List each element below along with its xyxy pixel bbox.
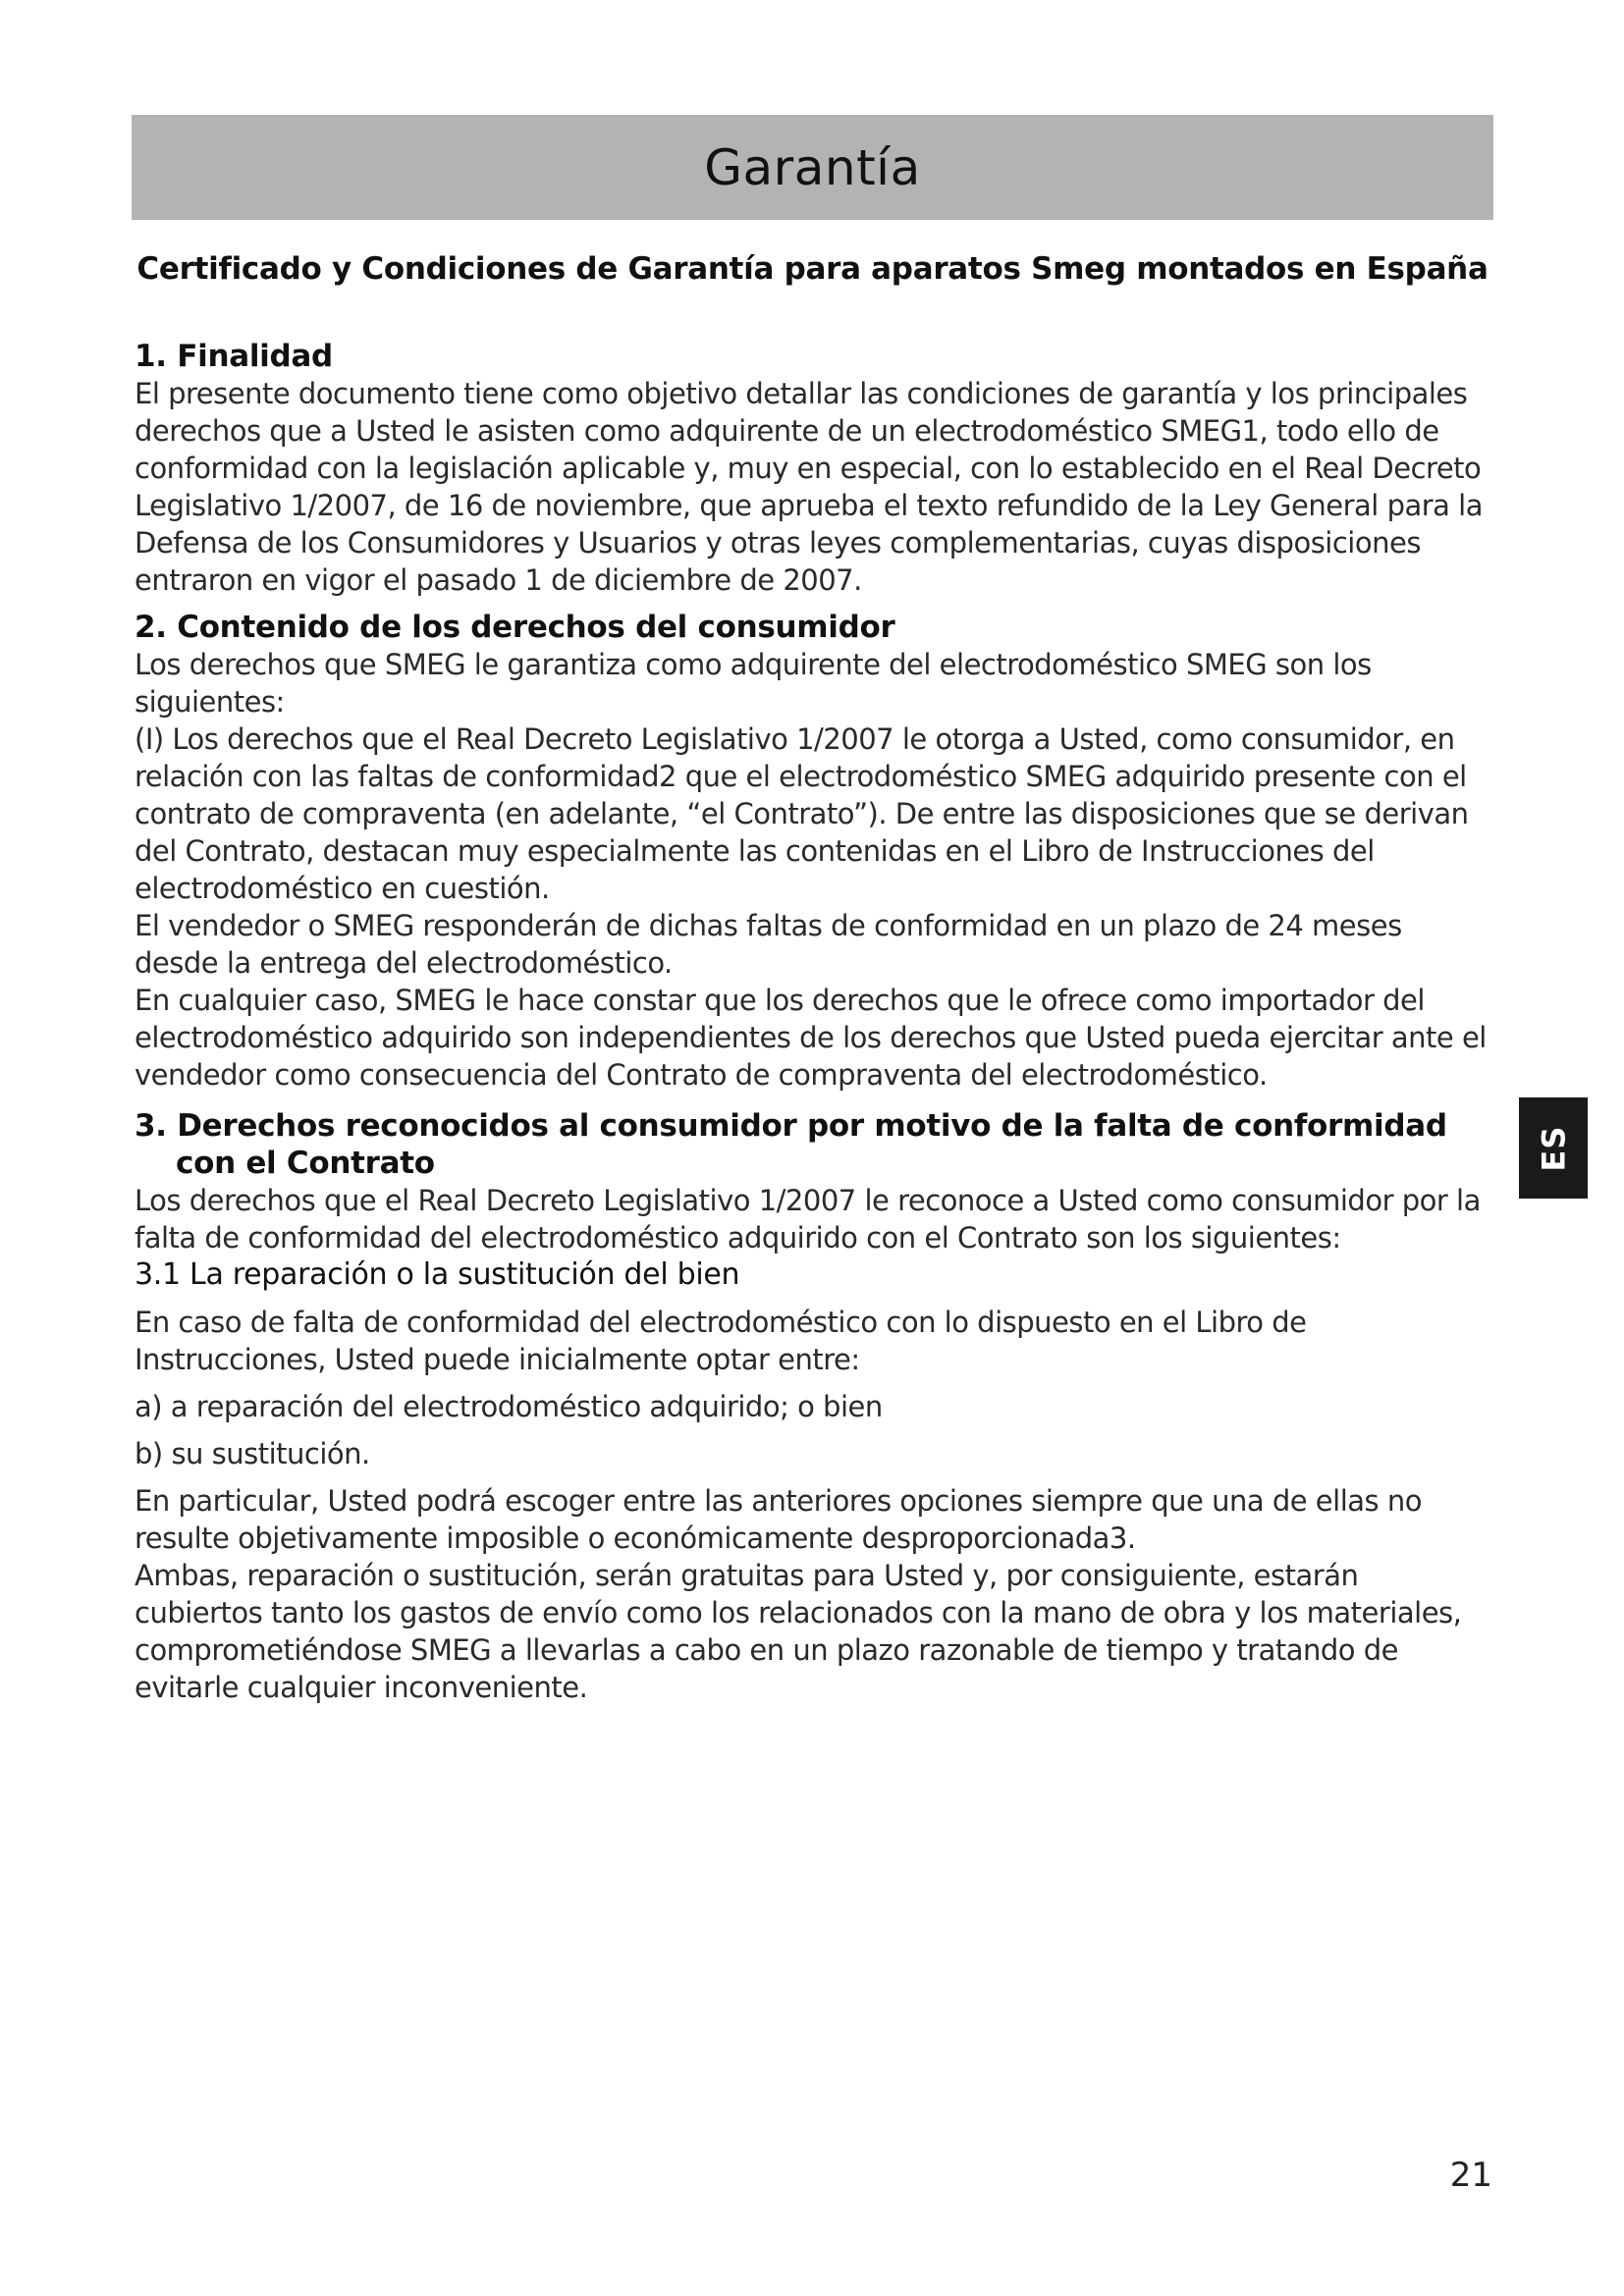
section-heading-3: 3. Derechos reconocidos al consumidor por motivo de la falta de conformidad con el Contrato xyxy=(135,1108,1447,1181)
document-body xyxy=(135,338,1493,1706)
section-2-paragraph-1: Los derechos que SMEG le garantiza como adquirente del electrodoméstico SMEG son los siguientes: xyxy=(135,648,1372,719)
page-title: Garantía xyxy=(704,138,921,196)
section-3-paragraph-3: En particular, Usted podrá escoger entre las anteriores opciones siempre que una de ellas no resulte objetivamente imposible o económicamente desproporcionada3. xyxy=(135,1484,1422,1555)
section-3-paragraph-4: Ambas, reparación o sustitución, serán gratuitas para Usted y, por consiguiente, estarán cubiertos tanto los gastos de envío como los relacionados con la mano de obra y los materiales, comprometiéndose SMEG a llevarlas a cabo en un plazo razonable de tiempo y tratando de evitarle cualquier inconveniente. xyxy=(135,1559,1462,1704)
list-item-b: b) su sustitución. xyxy=(135,1437,370,1470)
section-heading-1: 1. Finalidad xyxy=(135,339,333,374)
section-2-paragraph-3: El vendedor o SMEG responderán de dichas faltas de conformidad en un plazo de 24 meses desde la entrega del electrodoméstico. xyxy=(135,909,1402,980)
section-1-paragraph: El presente documento tiene como objetivo detallar las condiciones de garantía y los principales derechos que a Usted le asisten como adquirente de un electrodoméstico SMEG1, todo ello de conformidad con la legislación aplicable y, muy en especial, con lo establecido en el Real Decreto Legislativo 1/2007, de 16 de noviembre, que aprueba el texto refundido de la Ley General para la Defensa de los Consumidores y Usuarios y otras leyes complementarias, cuyas disposiciones entraron en vigor el pasado 1 de diciembre de 2007. xyxy=(135,377,1483,597)
section-3-paragraph-2: En caso de falta de conformidad del electrodoméstico con lo dispuesto en el Libro de Instrucciones, Usted puede inicialmente optar entre: xyxy=(135,1306,1307,1376)
section-heading-2: 2. Contenido de los derechos del consumidor xyxy=(135,610,895,645)
list-item-a: a) a reparación del electrodoméstico adquirido; o bien xyxy=(135,1390,883,1423)
section-3-paragraph-1: Los derechos que el Real Decreto Legislativo 1/2007 le reconoce a Usted como consumidor por la falta de conformidad del electrodoméstico adquirido con el Contrato son los siguientes: xyxy=(135,1184,1481,1255)
page-number: 21 xyxy=(1449,2156,1492,2195)
section-2-paragraph-2: (I) Los derechos que el Real Decreto Legislativo 1/2007 le otorga a Usted, como consumidor, en relación con las faltas de conformidad2 que el electrodoméstico SMEG adquirido presente con el contrato de compraventa (en adelante, “el Contrato”). De entre las disposiciones que se derivan del Contrato, destacan muy especialmente las contenidas en el Libro de Instrucciones del electrodoméstico en cuestión. xyxy=(135,722,1469,905)
title-banner xyxy=(132,115,1493,220)
language-tab-label: ES xyxy=(1535,1125,1572,1171)
document-subtitle: Certificado y Condiciones de Garantía para aparatos Smeg montados en España xyxy=(136,251,1489,287)
section-2-paragraph-4: En cualquier caso, SMEG le hace constar que los derechos que le ofrece como importador del electrodoméstico adquirido son independientes de los derechos que Usted pueda ejercitar ante el vendedor como consecuencia del Contrato de compraventa del electrodoméstico. xyxy=(135,984,1487,1092)
subsection-heading-3-1: 3.1 La reparación o la sustitución del bien xyxy=(135,1257,740,1292)
language-tab xyxy=(1519,1097,1588,1199)
